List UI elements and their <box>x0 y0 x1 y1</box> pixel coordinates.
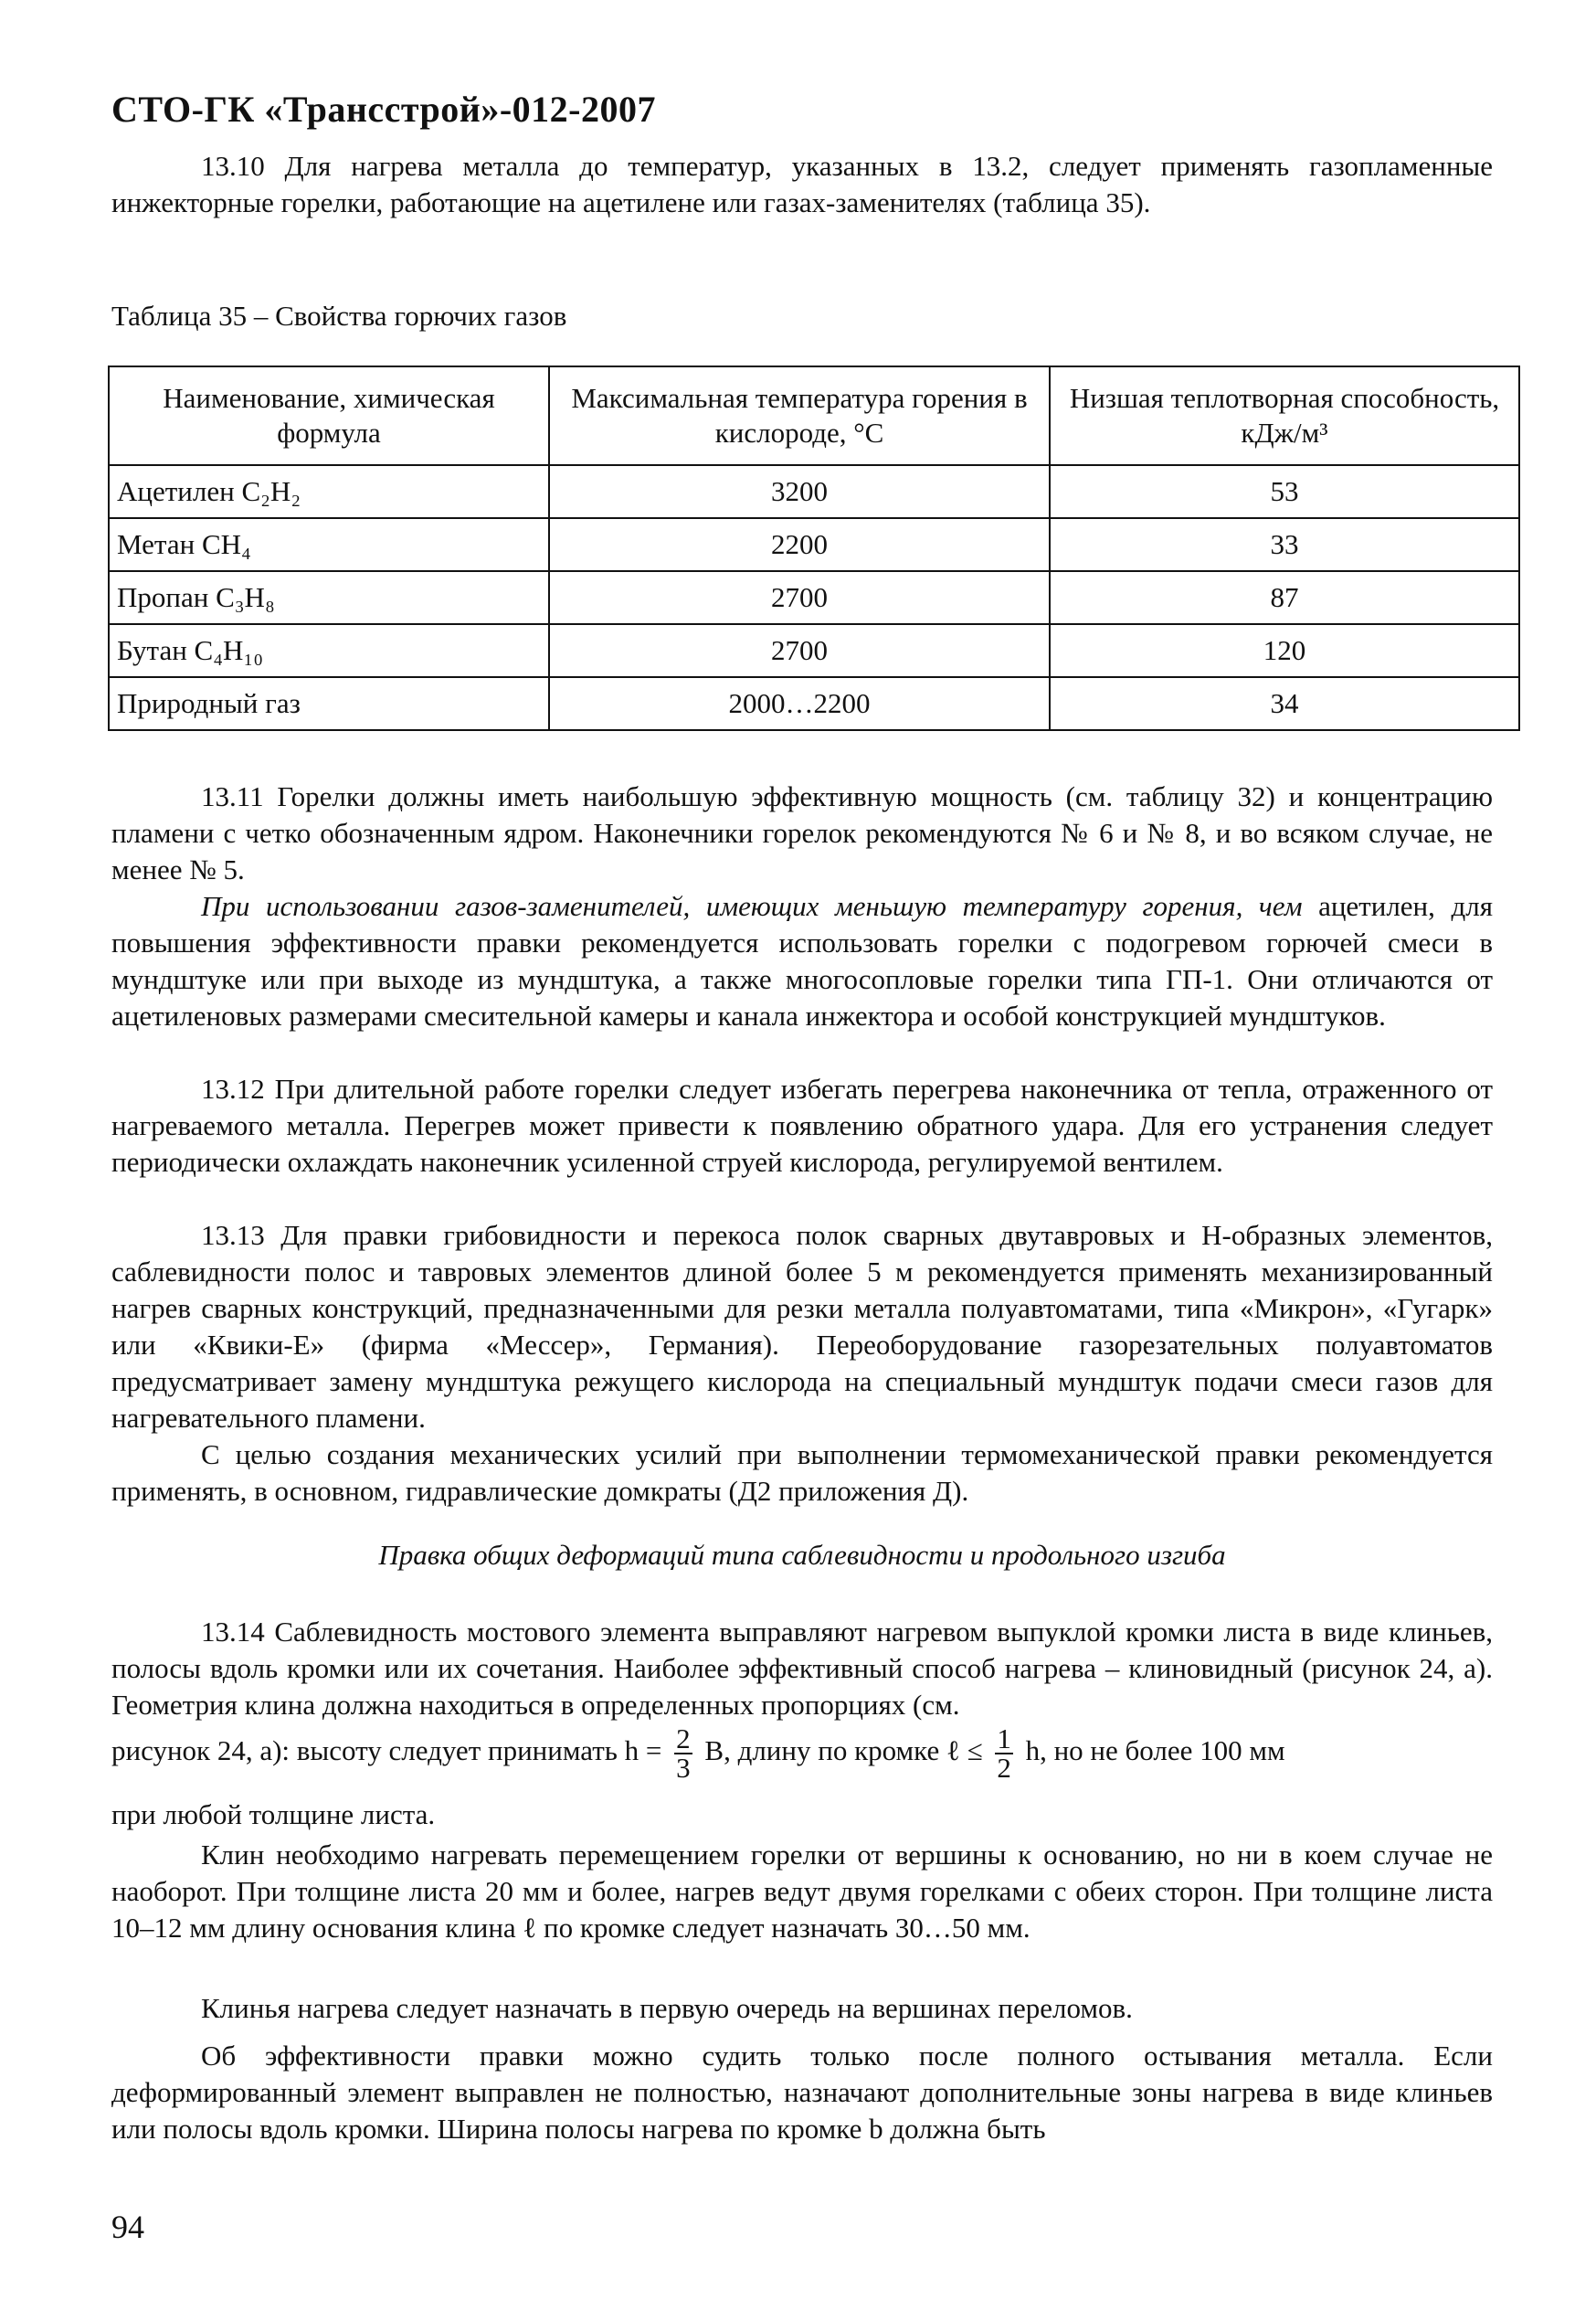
formula-text-c: h, но не более 100 мм <box>1025 1734 1285 1767</box>
gas-heat: 120 <box>1050 624 1519 677</box>
page-number: 94 <box>111 2209 144 2245</box>
gas-temp: 2700 <box>549 571 1050 624</box>
gas-temp: 3200 <box>549 465 1050 518</box>
paragraph-13-11: 13.11 Горелки должны иметь наибольшую эффективную мощность (см. таблицу 32) и концентрацию пламени с четко обозначенным ядром. Наконечники горелок рекомендуются № 6 и № 8, и во всяком случае, не менее № 5. <box>111 780 1493 885</box>
paragraph-13-12: 13.12 При длительной работе горелки следует избегать перегрева наконечника от тепла, отраженного от нагреваемого металла. Перегрев может привести к появлению обратного удара. Для его устранения следует периодически охлаждать наконечник усиленной струей кислорода, регулируемой вентилем. <box>111 1073 1493 1178</box>
table-row <box>109 518 1519 571</box>
table-row <box>109 465 1519 518</box>
document-header: СТО-ГК «Трансстрой»-012-2007 <box>111 89 656 130</box>
formula-line <box>111 1722 1493 1784</box>
formula-text-a: рисунок 24, а): высоту следует принимать h = <box>111 1734 662 1767</box>
paragraph-13-10: 13.10 Для нагрева металла до температур, указанных в 13.2, следует применять газопламенные инжекторные горелки, работающие на ацетилене или газах-заменителях (таблица 35). <box>111 150 1493 218</box>
header-name: Наименование, химическая формула <box>109 366 549 465</box>
table-row <box>109 624 1519 677</box>
gas-name: Природный газ <box>109 677 549 730</box>
paragraph-13-13: 13.13 Для правки грибовидности и перекоса полок сварных двутавровых и Н-образных элементов, саблевидности полос и тавровых элементов длиной более 5 м рекомендуется применять механизированный нагрев сварных конструкций, предназначенными для резки металла полуавтоматами, типа «Микрон», «Гугарк» или «Квики-Е» (фирма «Мессер», Германия). Переоборудование газорезательных полуавтоматов предусматривает замену мундштука режущего кислорода на специальный мундштук подачи смеси газов для нагревательного пламени. <box>111 1219 1493 1434</box>
paragraph-wedge-heating: Клин необходимо нагревать перемещением горелки от вершины к основанию, но ни в коем случае не наоборот. При толщине листа 20 мм и более, нагрев ведут двумя горелками с обеих сторон. При толщине листа 10–12 мм длину основания клина ℓ по кромке следует назначать 30…50 мм. <box>111 1839 1493 1944</box>
table-row <box>109 571 1519 624</box>
formula-continuation: при любой толщине листа. <box>111 1798 436 1830</box>
formula-text-b: B, длину по кромке ℓ ≤ <box>704 1734 983 1767</box>
paragraph-hydraulic-jacks: С целью создания механических усилий при выполнении термомеханической правки рекомендуется применять, в основном, гидравлические домкраты (Д2 приложения Д). <box>111 1438 1493 1507</box>
fraction-numerator: 2 <box>676 1722 691 1754</box>
section-subheading: Правка общих деформаций типа саблевидности и продольного изгиба <box>378 1539 1226 1571</box>
fraction-two-thirds <box>674 1722 692 1784</box>
table-row <box>109 677 1519 730</box>
paragraph-wedge-vertices: Клинья нагрева следует назначать в первую очередь на вершинах переломов. <box>201 1992 1133 2024</box>
fraction-one-half <box>995 1722 1013 1784</box>
table-caption: Таблица 35 – Свойства горючих газов <box>111 300 567 332</box>
gas-temp: 2700 <box>549 624 1050 677</box>
gas-heat: 34 <box>1050 677 1519 730</box>
paragraph-substitute-gases <box>111 888 1493 1034</box>
gas-heat: 33 <box>1050 518 1519 571</box>
fraction-denominator: 2 <box>997 1752 1011 1784</box>
paragraph-effectiveness: Об эффективности правки можно судить только после полного остывания металла. Если деформированный элемент выправлен не полностью, назначают дополнительные зоны нагрева в виде клиньев или полосы вдоль кромки. Ширина полосы нагрева по кромке b должна быть <box>111 2040 1493 2145</box>
table-header-row <box>109 366 1519 465</box>
fraction-numerator: 1 <box>997 1722 1011 1754</box>
italic-lead: При использовании газов-заменителей, имеющих меньшую температуру горения, чем <box>201 890 1303 922</box>
gas-properties-table <box>108 366 1520 731</box>
gas-name: Метан CH₄ <box>109 518 549 571</box>
paragraph-13-14: 13.14 Саблевидность мостового элемента выправляют нагревом выпуклой кромки листа в виде клиньев, полосы вдоль кромки или их сочетания. Наиболее эффективный способ нагрева – клиновидный (рисунок 24, а). Геометрия клина должна находиться в определенных пропорциях (см. <box>111 1616 1493 1721</box>
gas-heat: 87 <box>1050 571 1519 624</box>
header-max-temp: Максимальная температура горения в кислороде, °С <box>549 366 1050 465</box>
gas-temp: 2200 <box>549 518 1050 571</box>
gas-name: Ацетилен C₂H₂ <box>109 465 549 518</box>
fraction-denominator: 3 <box>676 1752 691 1784</box>
gas-name: Пропан C₃H₈ <box>109 571 549 624</box>
gas-name: Бутан C₄H₁₀ <box>109 624 549 677</box>
header-heat-value: Низшая теплотворная способность, кДж/м³ <box>1050 366 1519 465</box>
gas-heat: 53 <box>1050 465 1519 518</box>
gas-temp: 2000…2200 <box>549 677 1050 730</box>
paragraph-rest: ацетилен, для повышения эффективности правки рекомендуется использовать горелки с подогревом горючей смеси в мундштуке или при выходе из мундштука, а также многосопловые горелки типа ГП-1. Они отличаются от ацетиленовых размерами смесительной камеры и канала инжектора и особой конструкцией мундштуков. <box>111 890 1493 1032</box>
